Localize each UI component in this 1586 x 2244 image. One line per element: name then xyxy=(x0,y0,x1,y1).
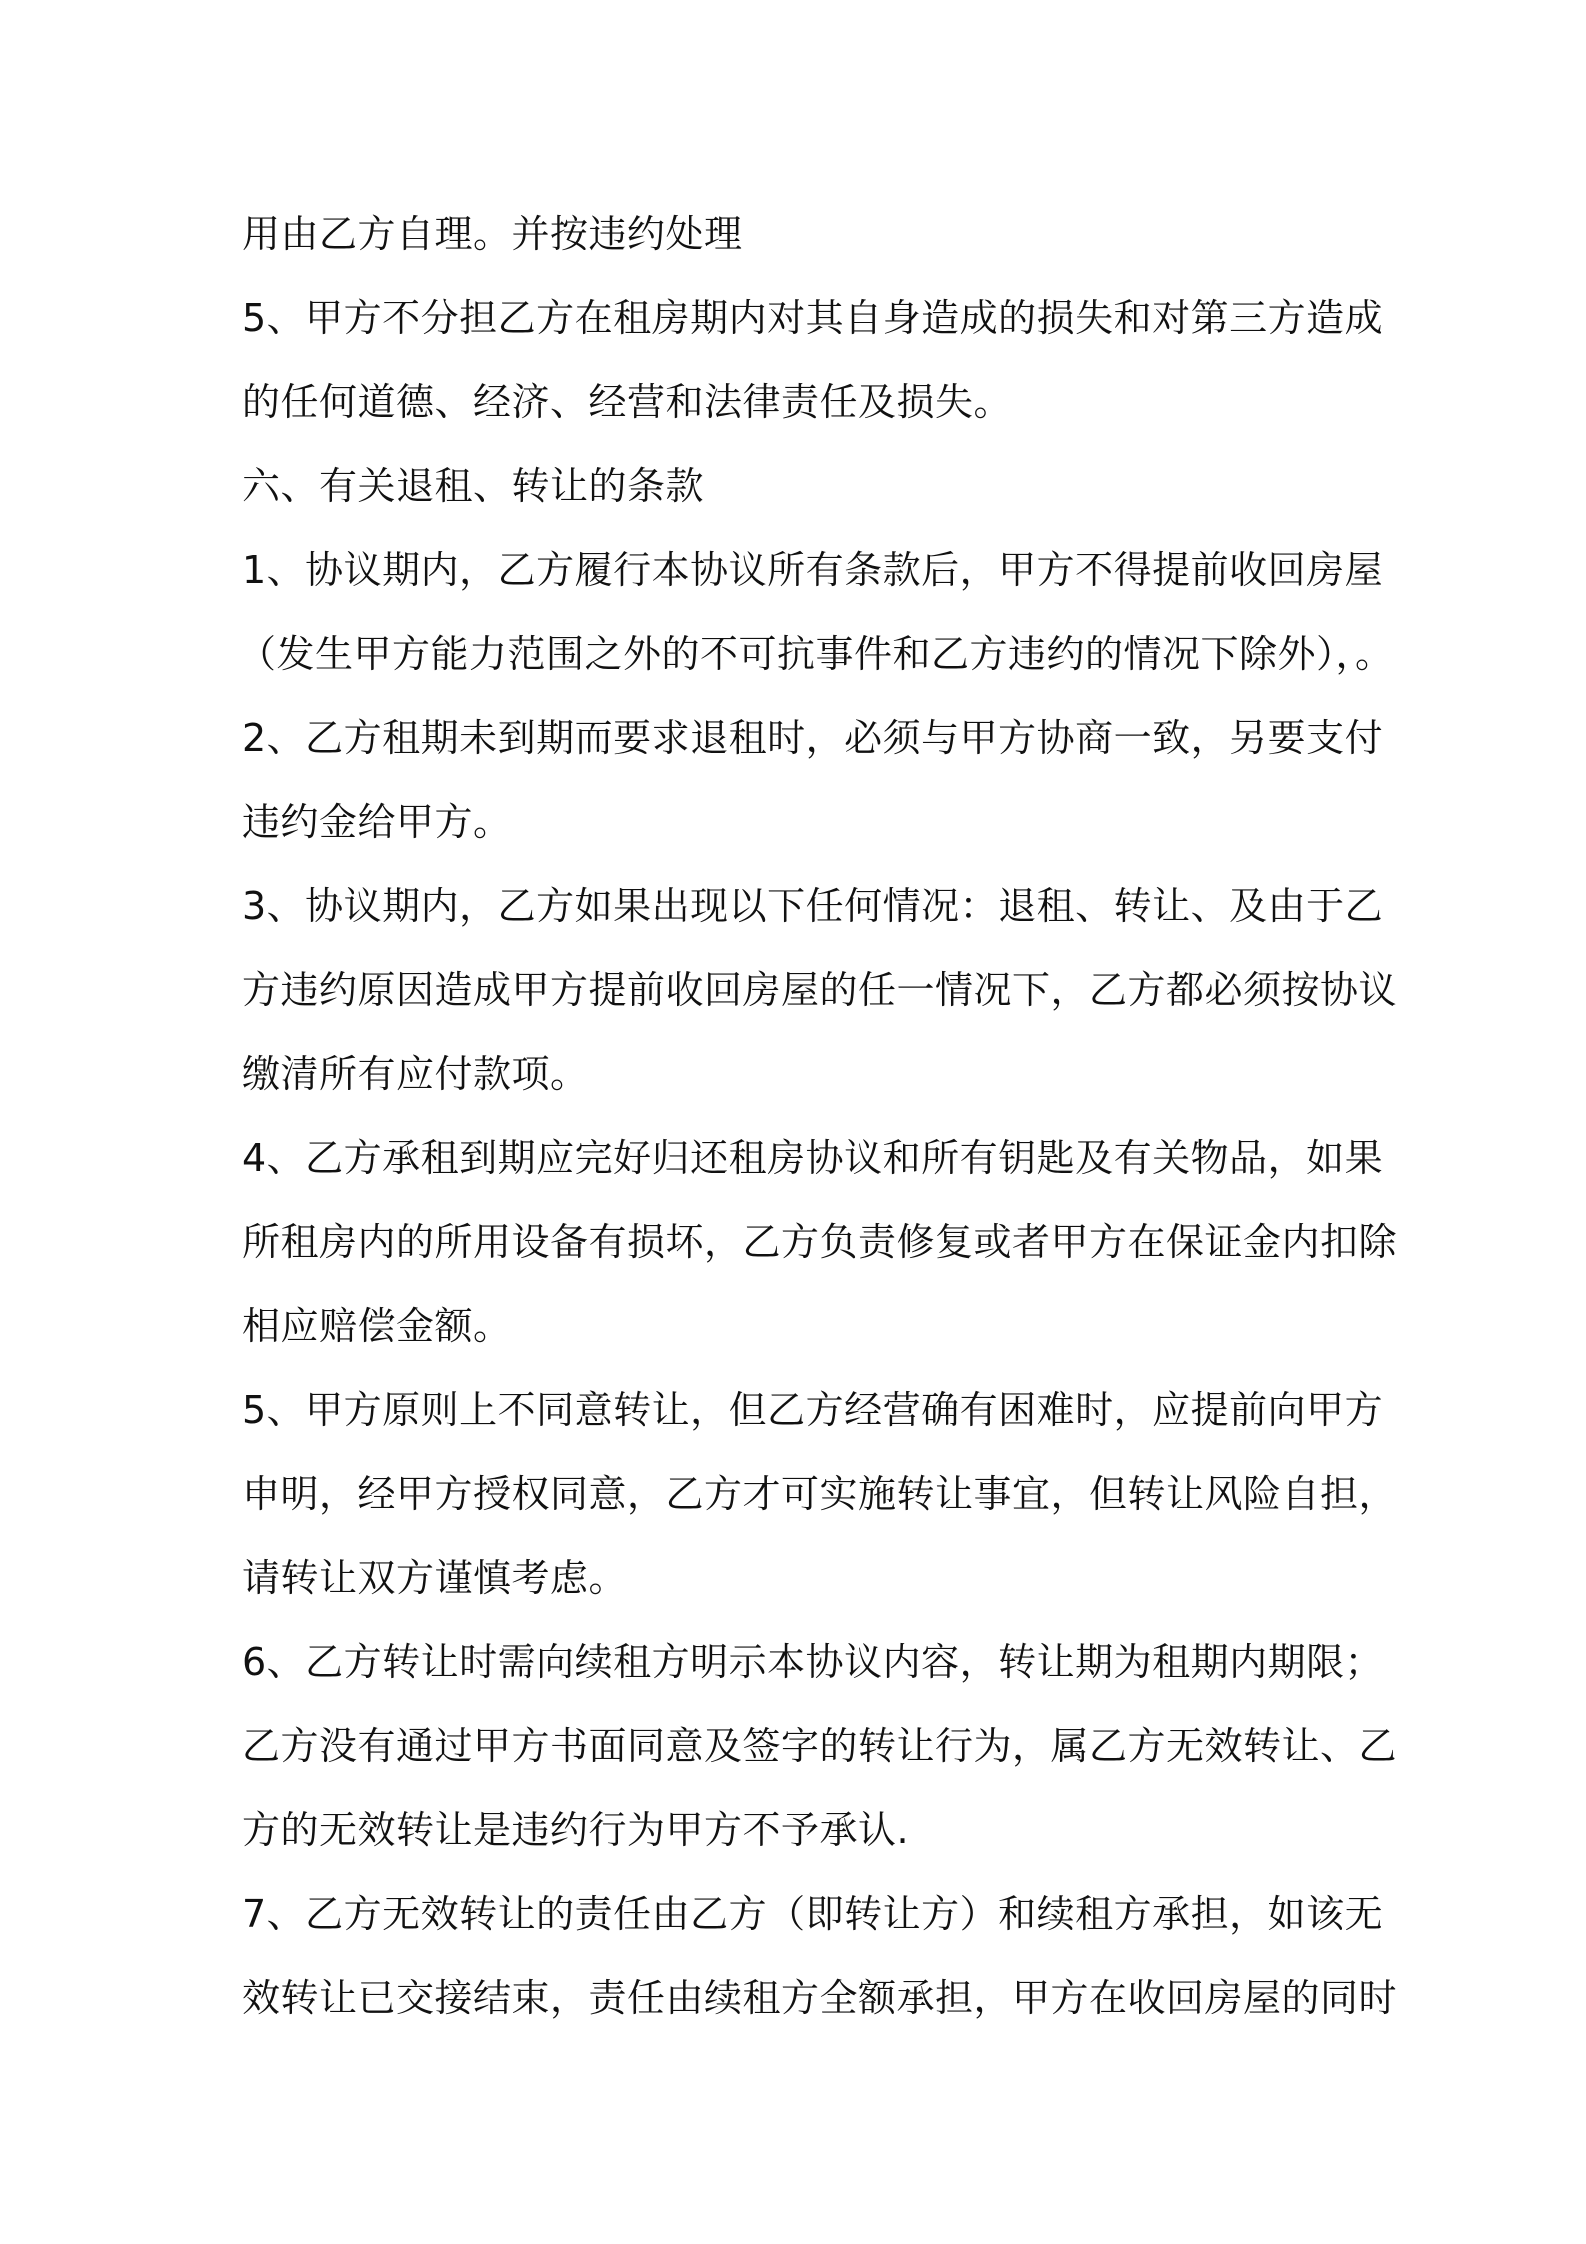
text-line-7: 2、乙方租期未到期而要求退租时，必须与甲方协商一致，另要支付 xyxy=(242,716,1384,760)
text-line-21: 7、乙方无效转让的责任由乙方（即转让方）和续租方承担，如该无 xyxy=(242,1892,1384,1936)
text-line-10: 方违约原因造成甲方提前收回房屋的任一情况下，乙方都必须按协议 xyxy=(242,968,1398,1012)
text-line-5: 1、协议期内，乙方履行本协议所有条款后，甲方不得提前收回房屋 xyxy=(242,548,1384,592)
text-line-17: 请转让双方谨慎考虑。 xyxy=(242,1556,628,1600)
text-line-22: 效转让已交接结束，责任由续租方全额承担，甲方在收回房屋的同时 xyxy=(242,1976,1398,2020)
text-line-20: 方的无效转让是违约行为甲方不予承认. xyxy=(242,1808,910,1852)
text-line-16: 申明，经甲方授权同意，乙方才可实施转让事宜，但转让风险自担， xyxy=(242,1472,1398,1516)
text-line-1: 用由乙方自理。并按违约处理 xyxy=(242,212,743,256)
text-line-6: （发生甲方能力范围之外的不可抗事件和乙方违约的情况下除外），。 xyxy=(238,632,1394,676)
text-line-13: 所租房内的所用设备有损坏，乙方负责修复或者甲方在保证金内扣除 xyxy=(242,1220,1398,1264)
text-line-9: 3、协议期内，乙方如果出现以下任何情况：退租、转让、及由于乙 xyxy=(242,884,1384,928)
text-line-14: 相应赔偿金额。 xyxy=(242,1304,512,1348)
text-line-8: 违约金给甲方。 xyxy=(242,800,512,844)
text-line-12: 4、乙方承租到期应完好归还租房协议和所有钥匙及有关物品，如果 xyxy=(242,1136,1384,1180)
text-line-2: 5、甲方不分担乙方在租房期内对其自身造成的损失和对第三方造成 xyxy=(242,296,1384,340)
text-line-19: 乙方没有通过甲方书面同意及签字的转让行为，属乙方无效转让、乙 xyxy=(242,1724,1398,1768)
text-line-15: 5、甲方原则上不同意转让，但乙方经营确有困难时，应提前向甲方 xyxy=(242,1388,1384,1432)
text-line-3: 的任何道德、经济、经营和法律责任及损失。 xyxy=(242,380,1013,424)
section-heading-6: 六、有关退租、转让的条款 xyxy=(242,464,705,508)
document-body xyxy=(238,192,1398,2040)
text-line-11: 缴清所有应付款项。 xyxy=(242,1052,589,1096)
text-line-18: 6、乙方转让时需向续租方明示本协议内容，转让期为租期内期限； xyxy=(242,1640,1384,1684)
